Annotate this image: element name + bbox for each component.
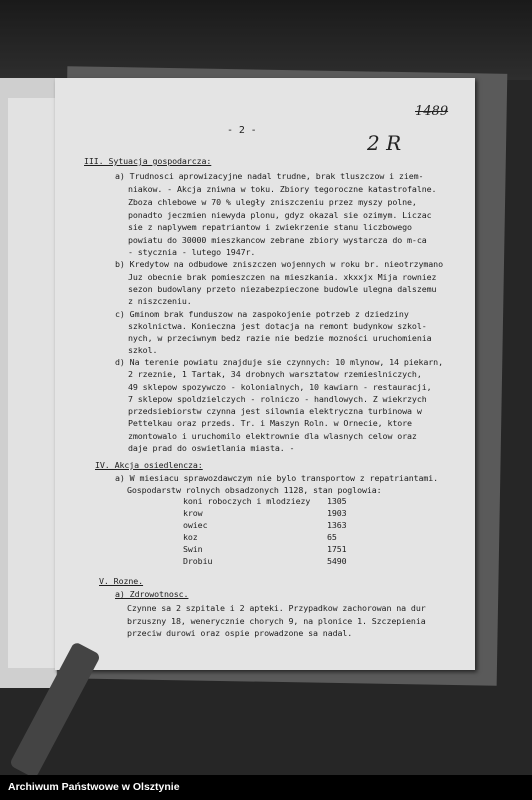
archive-number-handwritten: 1489 <box>415 104 449 119</box>
livestock-label: koz <box>183 532 198 542</box>
text-line: przedsiebiorstw czynna jest silownia elektryczna turbinowa w <box>128 406 422 416</box>
text-line: nych, w przeciwnym bedz razie nie bedzie mozności uruchomienia <box>128 333 432 343</box>
text-line: - stycznia - lutego 1947r. <box>128 247 256 257</box>
livestock-value: 65 <box>327 532 337 542</box>
subsection-heading: a) Zdrowotnosc. <box>115 589 189 599</box>
text-line: Czynne sa 2 szpitale i 2 apteki. Przypadkow zachorowan na dur <box>127 603 426 613</box>
text-line: a) W miesiacu sprawozdawczym nie bylo transportow z repatriantami. <box>115 473 439 483</box>
archive-name: Archiwum Państwowe w Olsztynie <box>8 781 180 793</box>
text-line: 7 sklepow spoldzielczych - rolniczo - handlowych. Z wiekrzych <box>128 394 427 404</box>
section-heading: III. Sytuacja gospodarcza: <box>84 156 212 166</box>
text-line: sezon budowlany przeto niezabezpieczone budowle ulegna dalszemu <box>128 284 437 294</box>
livestock-value: 5490 <box>327 556 347 566</box>
text-line: daje prad do oswietlania miasta. - <box>128 443 295 453</box>
livestock-label: krow <box>183 508 203 518</box>
text-line: szkolnictwa. Konieczna jest dotacja na remont budynkow szkol- <box>128 321 427 331</box>
text-line: Zboza chlebowe w 70 % uległy zniszczeniu przez myszy polne, <box>128 197 417 207</box>
text-line: zmontowalo i uruchomilo elektrownie dla wlasnych celow oraz <box>128 431 417 441</box>
text-line: ponadto jeczmien niewyda plonu, gdyz okazal sie ozimym. Liczac <box>128 210 432 220</box>
text-line: c) Gminom brak funduszow na zaspokojenie potrzeb z dziedziny <box>115 309 409 319</box>
text-line: powiatu do 30000 mieszkancow zebrane zbiory wystarcza do m-ca <box>128 235 427 245</box>
text-line: Juz obecnie brak pomieszczen na mieszkania. xkxxjx Mija rowniez <box>128 272 437 282</box>
binder-cover <box>0 78 62 688</box>
livestock-value: 1751 <box>327 544 347 554</box>
livestock-value: 1363 <box>327 520 347 530</box>
text-line: przeciw durowi oraz ospie prowadzone sa nadal. <box>127 628 353 638</box>
section-heading: V. Rozne. <box>99 576 144 586</box>
section-heading: IV. Akcja osiedlencza: <box>95 460 203 470</box>
text-line: brzuszny 18, wenerycznie chorych 9, na plonice 1. Szczepienia <box>127 616 426 626</box>
typed-page <box>55 78 475 670</box>
sheet-number-handwritten: 2 R <box>367 131 402 155</box>
text-line: 2 rzeznie, 1 Tartak, 34 drobnych warsztatow rzemieslniczych, <box>128 369 422 379</box>
page-number: - 2 - <box>227 125 257 136</box>
text-line: a) Trudnosci aprowizacyjne nadal trudne, brak tluszczow i ziem- <box>115 171 424 181</box>
livestock-label: Swin <box>183 544 203 554</box>
text-line: Pettelkau oraz przeds. Tr. i Maszyn Roln. w Ornecie, ktore <box>128 418 412 428</box>
livestock-value: 1903 <box>327 508 347 518</box>
text-line: d) Na terenie powiatu znajduje sie czynnych: 10 mlynow, 14 piekarn, <box>115 357 443 367</box>
livestock-value: 1305 <box>327 496 347 506</box>
text-line: z niszczeniu. <box>128 296 192 306</box>
text-line: b) Kredytow na odbudowe zniszczen wojennych w roku br. nieotrzymano <box>115 259 443 269</box>
text-line: niakow. - Akcja zniwna w toku. Zbiory tegoroczne katastrofalne. <box>128 184 437 194</box>
text-line: sie z naplywem repatriantow i zwiekrzenie stanu liczbowego <box>128 222 412 232</box>
text-line: Gospodarstw rolnych obsadzonych 1128, stan poglowia: <box>127 485 382 495</box>
text-line: szkol. <box>128 345 158 355</box>
binder-inner-sheet <box>8 98 56 668</box>
livestock-label: Drobiu <box>183 556 213 566</box>
livestock-label: owiec <box>183 520 208 530</box>
archive-footer <box>0 775 532 800</box>
text-line: 49 sklepow spozywczo - kolonialnych, 10 kawiarn - restauracji, <box>128 382 432 392</box>
livestock-label: koni roboczych i mlodziezy <box>183 496 311 506</box>
